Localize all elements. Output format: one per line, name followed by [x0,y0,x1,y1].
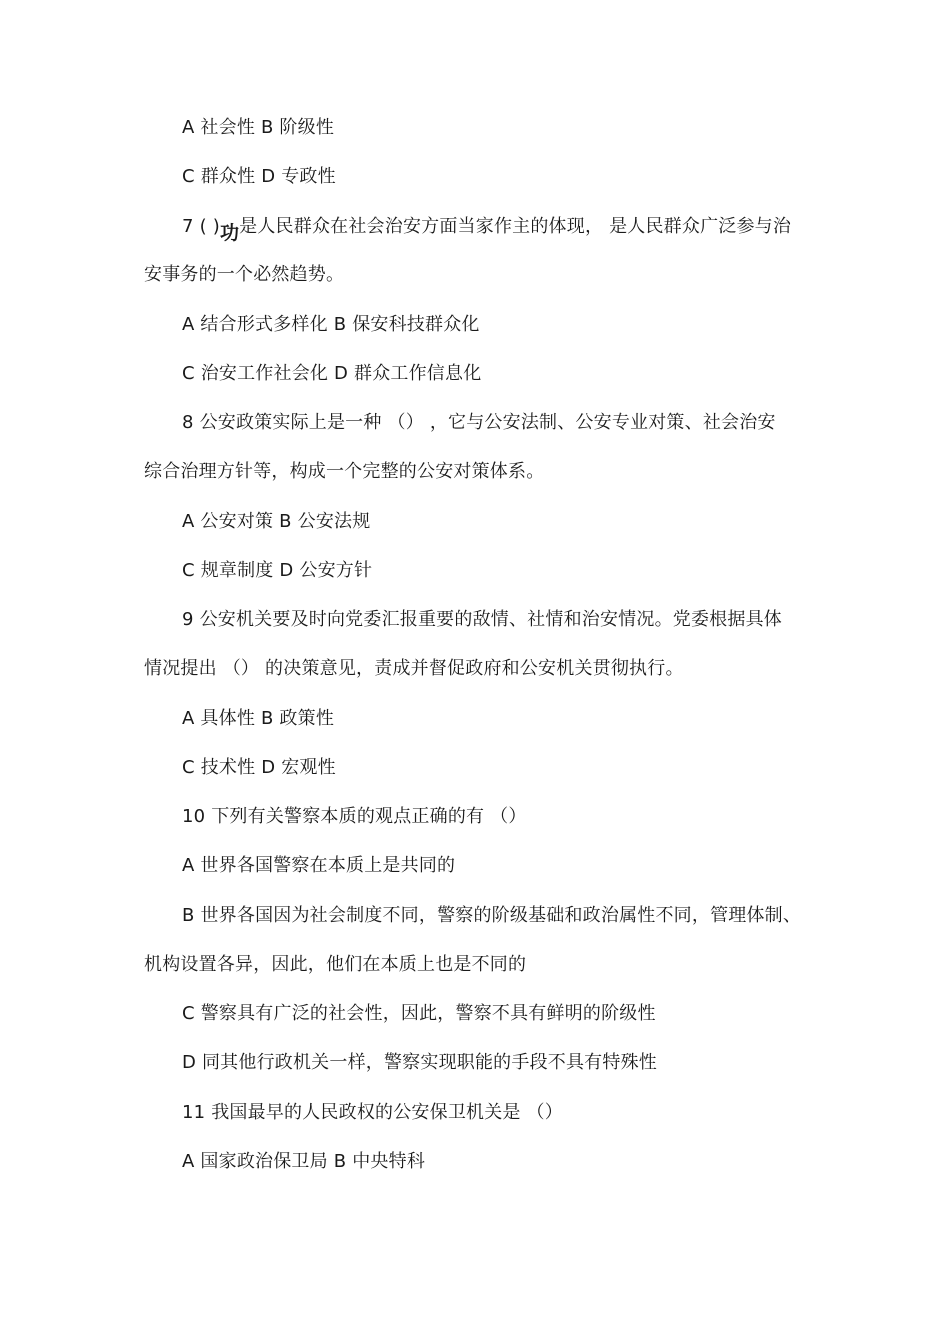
q10-option-b-line-2: 机构设置各异，因此，他们在本质上也是不同的 [144,954,527,975]
q9-stem-line-1: 9 公安机关要及时向党委汇报重要的敌情、社情和治安情况。党委根据具体 [182,609,782,630]
q9-options-ab: A 具体性 B 政策性 [182,708,335,729]
q6-options-cd: C 群众性 D 专政性 [182,166,336,187]
q11-stem: 11 我国最早的人民政权的公安保卫机关是 （） [182,1102,563,1123]
q9-options-cd: C 技术性 D 宏观性 [182,757,336,778]
q7-stem-text: 是人民群众在社会治安方面当家作主的体现， 是人民群众广泛参与治 [239,216,792,237]
q6-options-ab: A 社会性 B 阶级性 [182,117,335,138]
q7-stray-glyph: 功 [219,222,240,244]
q10-option-a: A 世界各国警察在本质上是共同的 [182,855,456,876]
q8-stem-line-2: 综合治理方针等，构成一个完整的公安对策体系。 [144,461,545,482]
q10-stem: 10 下列有关警察本质的观点正确的有 （） [182,806,527,827]
q10-option-b-line-1: B 世界各国因为社会制度不同，警察的阶级基础和政治属性不同，管理体制、 [182,905,802,926]
q7-stem-line-2: 安事务的一个必然趋势。 [144,264,345,285]
q7-options-ab: A 结合形式多样化 B 保安科技群众化 [182,314,480,335]
q8-stem-line-1: 8 公安政策实际上是一种 （） ，它与公安法制、公安专业对策、社会治安 [182,412,776,433]
q7-stem-line-1 [182,213,852,244]
q7-number: 7 ( ) [182,216,220,237]
q8-options-ab: A 公安对策 B 公安法规 [182,511,371,532]
q8-options-cd: C 规章制度 D 公安方针 [182,560,373,581]
q9-stem-line-2: 情况提出 （） 的决策意见，责成并督促政府和公安机关贯彻执行。 [144,658,684,679]
q10-option-c: C 警察具有广泛的社会性，因此，警察不具有鲜明的阶级性 [182,1003,656,1024]
q7-options-cd: C 治安工作社会化 D 群众工作信息化 [182,363,482,384]
q11-options-ab: A 国家政治保卫局 B 中央特科 [182,1151,426,1172]
q10-option-d: D 同其他行政机关一样，警察实现职能的手段不具有特殊性 [182,1052,657,1073]
